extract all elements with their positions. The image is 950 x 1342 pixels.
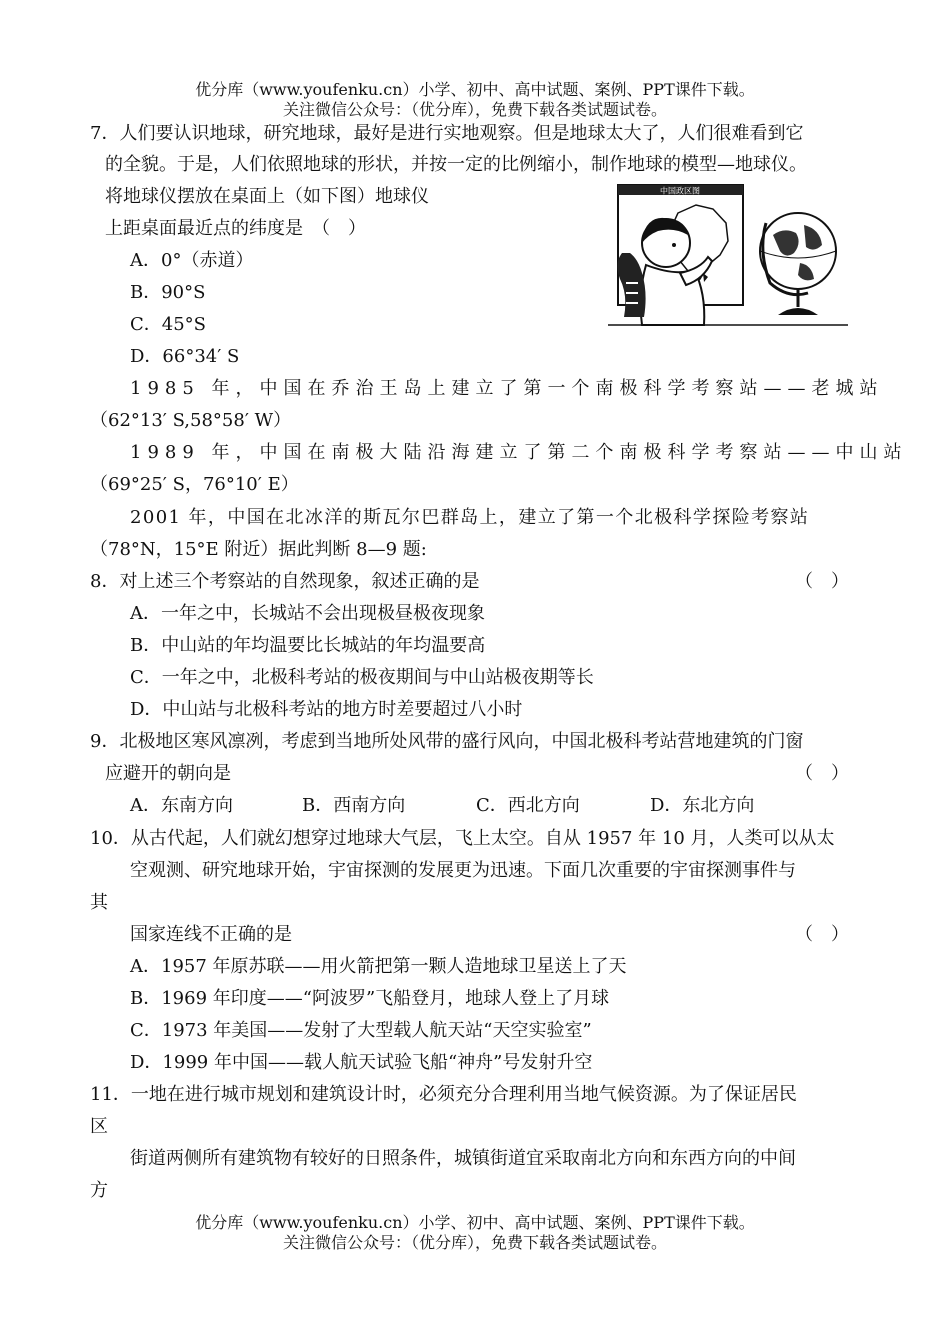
q10-line-3: 其	[90, 892, 108, 913]
passage-3-line-1: 2001 年，中国在北冰洋的斯瓦尔巴群岛上，建立了第一个北极科学探险考察站	[130, 507, 810, 528]
passage-3-line-2: （78°N，15°E 附近）据此判断 8—9 题:	[90, 539, 427, 560]
q7-line-4: 上距桌面最近点的纬度是 （ ）	[105, 218, 366, 239]
header-line-1: 优分库（www.youfenku.cn）小学、初中、高中试题、案例、PPT课件下载。	[195, 80, 755, 99]
q10-option-b: B．1969 年印度——“阿波罗”飞船登月，地球人登上了月球	[130, 988, 610, 1009]
q10-line-4: 国家连线不正确的是	[130, 924, 292, 945]
header-line-2: 关注微信公众号：（优分库），免费下载各类试题试卷。	[282, 100, 667, 119]
q10-line-1: 10．从古代起，人们就幻想穿过地球大气层，飞上太空。自从 1957 年 10 月，人类可以从太	[90, 828, 835, 849]
q8-stem: 8．对上述三个考察站的自然现象，叙述正确的是	[90, 571, 480, 592]
q10-option-c: C．1973 年美国——发射了大型载人航天站“天空实验室”	[130, 1020, 592, 1041]
q9-option-a: A．东南方向	[130, 795, 233, 816]
q7-option-a: A．0°（赤道）	[130, 250, 254, 271]
q10-answer-paren: （ ）	[795, 924, 849, 945]
q11-line-4: 方	[90, 1180, 108, 1201]
q9-line-2: 应避开的朝向是	[105, 763, 231, 784]
q11-line-1: 11．一地在进行城市规划和建筑设计时，必须充分合理利用当地气候资源。为了保证居民	[90, 1084, 797, 1105]
q8-option-d: D．中山站与北极科考站的地方时差要超过八小时	[130, 699, 523, 720]
q7-line-3: 将地球仪摆放在桌面上（如下图）地球仪	[105, 186, 429, 207]
globe	[760, 213, 836, 289]
q9-option-b: B．西南方向	[302, 795, 406, 816]
q10-line-2: 空观测、研究地球开始，宇宙探测的发展更为迅速。下面几次重要的宇宙探测事件与	[130, 860, 796, 881]
q11-line-2: 区	[90, 1116, 108, 1137]
globe-illustration	[608, 183, 848, 328]
q10-option-d: D．1999 年中国——载人航天试验飞船“神舟”号发射升空	[130, 1052, 593, 1073]
child-eye	[672, 243, 676, 247]
q9-option-c: C．西北方向	[476, 795, 580, 816]
q8-option-b: B．中山站的年均温要比长城站的年均温要高	[130, 635, 486, 656]
q11-line-3: 街道两侧所有建筑物有较好的日照条件，城镇街道宜采取南北方向和东西方向的中间	[130, 1148, 796, 1169]
passage-1-line-1: 1985 年，中国在乔治王岛上建立了第一个南极科学考察站——老城站	[130, 378, 884, 399]
q9-line-1: 9．北极地区寒风凛冽，考虑到当地所处风带的盛行风向，中国北极科考站营地建筑的门窗	[90, 731, 804, 752]
passage-2-line-1: 1989 年，中国在南极大陆沿海建立了第二个南极科学考察站——中山站	[130, 442, 908, 463]
passage-1-line-2: （62°13′ S,58°58′ W）	[90, 410, 292, 431]
q9-option-d: D．东北方向	[650, 795, 755, 816]
passage-2-line-2: （69°25′ S，76°10′ E）	[90, 474, 299, 495]
q7-option-b: B．90°S	[130, 282, 206, 303]
q9-answer-paren: （ ）	[795, 763, 849, 784]
q8-answer-paren: （ ）	[795, 571, 849, 592]
q8-option-a: A．一年之中，长城站不会出现极昼极夜现象	[130, 603, 485, 624]
q7-line-2: 的全貌。于是，人们依照地球的形状，并按一定的比例缩小，制作地球的模型—地球仪。	[105, 154, 807, 175]
q8-option-c: C．一年之中，北极科考站的极夜期间与中山站极夜期等长	[130, 667, 594, 688]
q7-line-1: 7．人们要认识地球，研究地球，最好是进行实地观察。但是地球太大了，人们很难看到它	[90, 123, 804, 144]
poster-title: 中国政区图	[660, 186, 700, 196]
q7-option-c: C．45°S	[130, 314, 207, 335]
footer-line-1: 优分库（www.youfenku.cn）小学、初中、高中试题、案例、PPT课件下载。	[195, 1213, 755, 1232]
footer-line-2: 关注微信公众号：（优分库），免费下载各类试题试卷。	[282, 1233, 667, 1252]
globe-stand-base	[778, 308, 818, 315]
q7-option-d: D．66°34′ S	[130, 346, 240, 367]
q10-option-a: A．1957 年原苏联——用火箭把第一颗人造地球卫星送上了天	[130, 956, 627, 977]
